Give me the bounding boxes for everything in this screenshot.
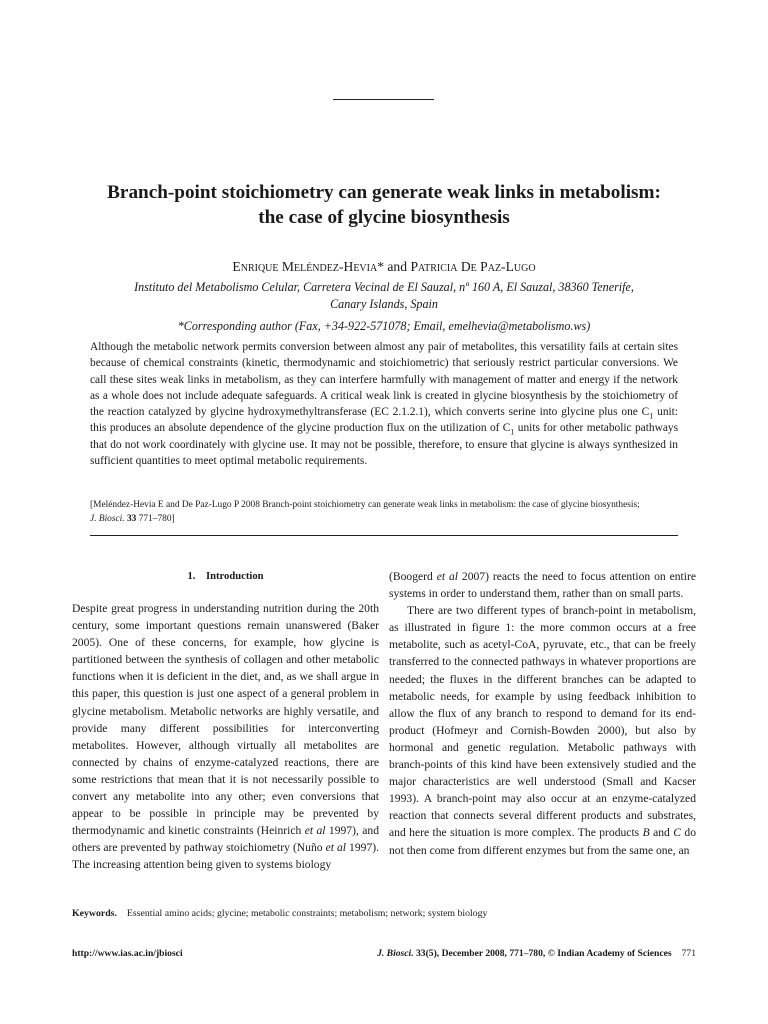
right-text-1a: (Boogerd [389,570,437,583]
author-list [60,258,708,275]
abstract-part-1: Although the metabolic network permits conversion between almost any pair of metabolites, this versatility fails at certain sites because of chemical constraints (kinetic, thermodynamic and stoichiometric) that seriously restrict particular conversions. We call these sites weak links in metabolism, as they can interfere harmfully with management of matter and energy if the network as a whole does not include adequate safeguards. A critical weak link is created in glycine biosynthesis by the stoichiometry of the reaction catalyzed by glycine hydroxymethyltransferase (EC 2.1.2.1), which converts serine into glycine plus one C [90,341,678,419]
citation-text: [Meléndez-Hevia E and De Paz-Lugo P 2008 Branch-point stoichiometry can generate weak links in metabolism: the case of glycine biosynthesis; [90,500,640,510]
right-text-and: and [649,826,674,840]
section-divider [90,535,678,536]
journal-name: J. Biosci. [377,948,414,959]
intro-text-1: Despite great progress in understanding nutrition during the 20th century, some important questions remain unanswered (Baker 2005). One of these concerns, for example, how glycine is partitioned between the synthesis of collagen and other metabolic functions when it is deficient in the diet, and, as we shall argue in this paper, this question is just one aspect of a general problem in glycine metabolism. Metabolic networks are highly versatile, and provide many different possibilities for interconverting metabolites. However, although virtually all metabolites are connected by chains of enzyme-catalyzed reactions, there are some restrictions that mean that it is not necessarily possible to convert any metabolite into any other; even conversions that appear to be possible in principle may be prevented by thermodynamic and kinetic constraints (Heinrich [72,602,379,838]
citation-journal: J. Biosci. [90,514,125,525]
affiliation-line-2: Canary Islands, Spain [330,297,438,311]
right-paragraph-2 [389,602,696,858]
keywords-label: Keywords. [72,908,117,919]
paper-title [60,180,708,230]
right-text-1b: 2007) reacts the need to focus attention on entire systems in order to understand them, rather than on small parts. [389,570,696,601]
author-2: Patricia De Paz-Lugo [410,259,536,274]
page-number: 771 [681,948,696,959]
intro-text-3: 1997). The increasing attention being given to systems biology [72,841,379,872]
citation-pages: 771–780] [138,514,175,525]
affiliation [100,279,668,313]
intro-et-al-2: et al [325,841,347,855]
right-et-al: et al [436,570,458,583]
intro-text-2: 1997), and others are prevented by pathway stoichiometry (Nuño [72,824,380,855]
section-heading-introduction: 1. Introduction [187,571,264,582]
journal-details: 33(5), December 2008, 771–780, © Indian Academy of Sciences [413,948,672,959]
corresponding-star: * [377,259,384,274]
citation [90,498,678,527]
intro-et-al-1: et al [304,824,326,838]
title-line-1: Branch-point stoichiometry can generate weak links in metabolism: [107,182,661,203]
citation-volume: 33 [126,514,137,525]
abstract-subscript-1: 1 [649,411,654,421]
product-c: C [673,826,681,840]
abstract-part-2: unit: this produces an absolute dependence of the glycine production flux on the utilization of C [90,406,679,435]
journal-info [377,946,696,962]
corresponding-author: *Corresponding author (Fax, +34-922-571078; Email, emelhevia@metabolismo.ws) [177,319,591,333]
product-b: B [642,826,650,840]
author-conjunction: and [384,259,411,274]
left-column [72,568,379,874]
author-1: Enrique Meléndez-Hevia [232,259,378,274]
keywords-text: Essential amino acids; glycine; metabolic constraints; metabolism; network; system biology [126,908,488,919]
abstract-subscript-2: 1 [510,427,515,437]
keywords [72,906,712,922]
intro-paragraph-1 [72,600,379,874]
abstract [90,339,678,469]
title-line-2: the case of glycine biosynthesis [258,207,510,228]
affiliation-line-1: Instituto del Metabolismo Celular, Carretera Vecinal de El Sauzal, nº 160 A, El Sauzal, 38360 Tenerife, [134,280,634,294]
right-text-2b: do not then come from different enzymes but from the same one, an [389,826,696,857]
right-text-2a: There are two different types of branch-point in metabolism, as illustrated in figure 1: the more common occurs at a free metabolite, such as acetyl-CoA, pyruvate, etc., that can be freely transferred to the connected pathways in whatever proportions are needed; the fluxes in the different branches can be adapted to metabolic needs, for example by using feedback inhibition to allow the flux of any branch to respond to demand for its end-product (Hofmeyr and Cornish-Bowden 2000), but also by hormonal and genetic regulation. Metabolic pathways with branch-points of this kind have been extensively studied and the major characteristics are well understood (Small and Kacser 1993). A branch-point may also occur at an enzyme-catalyzed reaction that connects several different products and substrates, and here the situation is more complex. The products [389,604,696,840]
right-paragraph-1 [389,568,696,602]
header-rule [333,99,434,100]
journal-url[interactable]: http://www.ias.ac.in/jbiosci [72,948,183,959]
abstract-part-3: units for other metabolic pathways that do not work coordinately with glycine use. It may not be possible, therefore, to ensure that glycine is always synthesized in sufficient quantities to meet optimal metabolic requirements. [90,422,678,468]
right-column [389,568,696,859]
